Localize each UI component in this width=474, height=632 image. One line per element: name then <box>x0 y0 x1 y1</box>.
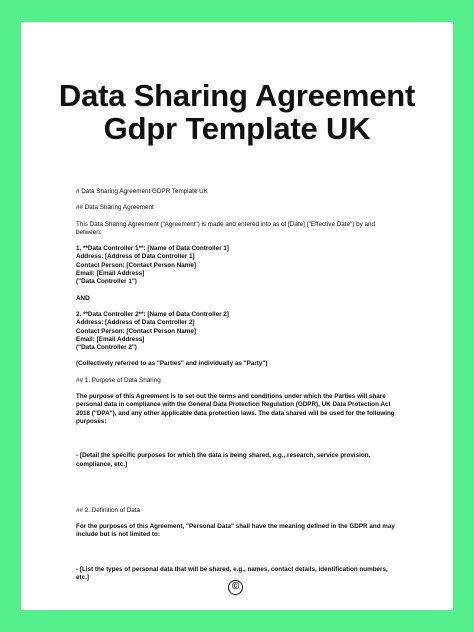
section-1-paragraph: personal data in compliance with the General Data Protection Regulation (GDPR), UK Data Protection Act <box>76 401 391 409</box>
section-1-paragraph: 2018 ("DPA"), and any other applicable data protection laws. The data shared will be used for the following <box>76 409 395 417</box>
and-line: AND <box>76 294 90 302</box>
controller-1-line: Contact Person: [Contact Person Name] <box>76 261 197 269</box>
doc-subheading: ## Data Sharing Agreement <box>76 204 154 212</box>
controller-1-line: Email: [Email Address] <box>76 270 145 278</box>
copyright-icon: © <box>228 580 243 595</box>
section-2-paragraph: include but is not limited to: <box>76 531 160 539</box>
page-title <box>21 79 453 145</box>
section-1-heading: ## 1. Purpose of Data Sharing <box>76 376 161 384</box>
controller-2-line: 2. **Data Controller 2**: [Name of Data Controller 2] <box>76 310 229 318</box>
controller-1-line: 1. **Data Controller 1**: [Name of Data Controller 1] <box>76 245 229 253</box>
doc-heading: # Data Sharing Agreement GDPR Template UK <box>76 188 208 195</box>
section-2-heading: ## 2. Definition of Data <box>76 506 141 514</box>
intro-line: This Data Sharing Agreement ("Agreement") is made and entered into as of [Date] ("Effective Date") by and <box>76 220 375 228</box>
section-1-paragraph: The purpose of this Agreement is to set out the terms and conditions under which the Parties will share <box>76 393 386 401</box>
section-1-bullet: compliance, etc.] <box>76 460 128 468</box>
controller-2-line: Address: [Address of Data Controller 2] <box>76 319 195 327</box>
section-2-paragraph: For the purposes of this Agreement, "Personal Data" shall have the meaning defined in the GDPR and may <box>76 523 395 531</box>
document-page <box>21 22 453 610</box>
controller-2-line: Contact Person: [Contact Person Name] <box>76 327 197 335</box>
controller-1-line: Address: [Address of Data Controller 1] <box>76 253 195 261</box>
document-body <box>76 188 428 582</box>
title-line-1: Data Sharing Agreement <box>58 78 416 113</box>
collective-line: (Collectively referred to as "Parties" and individually as "Party") <box>76 360 268 368</box>
controller-1-line: ("Data Controller 1") <box>76 278 137 286</box>
section-1-bullet: - [Detail the specific purposes for which the data is being shared, e.g., research, service provision, <box>76 452 371 460</box>
section-1-paragraph: purposes: <box>76 417 107 425</box>
title-line-2: Gdpr Template UK <box>103 111 371 146</box>
controller-2-line: ("Data Controller 2") <box>76 344 137 352</box>
intro-line: between: <box>76 228 102 236</box>
section-2-bullet: etc.] <box>76 574 89 582</box>
section-2-bullet: - [List the types of personal data that will be shared, e.g., names, contact details, identification numbers, <box>76 565 388 573</box>
controller-2-line: Email: [Email Address] <box>76 335 145 343</box>
